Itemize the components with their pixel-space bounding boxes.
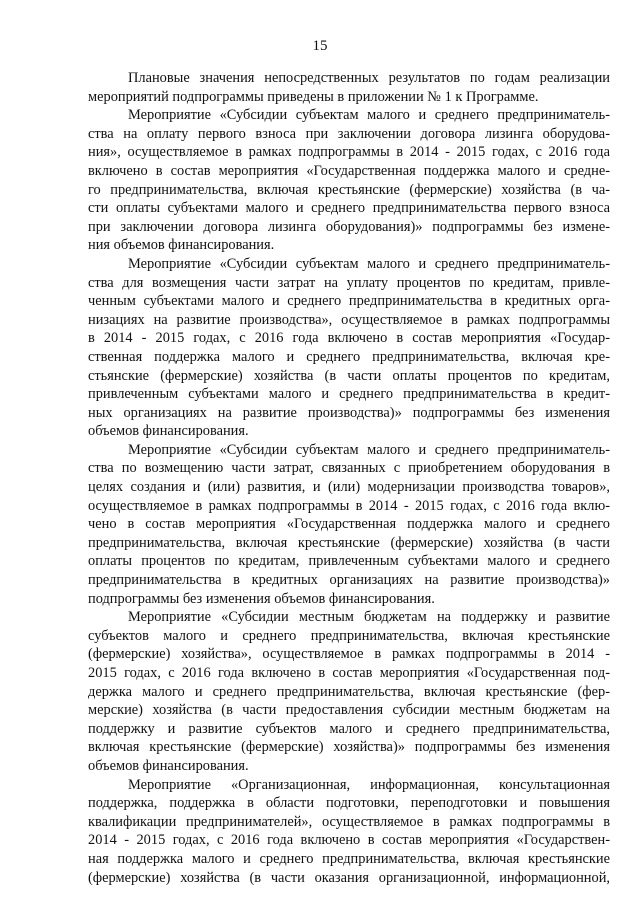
text-line: ных организациях на развитие производства)» подпрограммы без изменения <box>88 404 610 421</box>
text-line: поддержка, поддержка в области подготовки, переподготовки и повышения <box>88 795 610 812</box>
text-line: 2014 - 2015 годах, с 2016 года включено в состав мероприятия «Государствен- <box>88 832 610 849</box>
text-line: Мероприятие «Организационная, информационная, консультационная <box>128 776 610 793</box>
text-line: ства на оплату первого взноса при заключении договора лизинга оборудова- <box>88 125 610 142</box>
text-line: ства для возмещения части затрат на уплату процентов по кредитам, привле- <box>88 274 610 291</box>
paragraph <box>88 106 610 255</box>
text-line: Мероприятие «Субсидии субъектам малого и среднего предприниматель- <box>128 255 610 272</box>
text-line: включено в состав мероприятия «Государственная поддержка малого и средне- <box>88 162 610 179</box>
text-line: ная поддержка малого и среднего предпринимательства, включая крестьянские <box>88 850 610 867</box>
text-line: го предпринимательства, включая крестьянские (фермерские) хозяйства (в ча- <box>88 181 610 198</box>
text-line: целях создания и (или) развития, и (или) модернизации производства товаров», <box>88 479 610 496</box>
text-line: держка малого и среднего предпринимательства, включая крестьянские (фер- <box>88 683 610 700</box>
text-line: поддержку и развитие субъектов малого и среднего предпринимательства, <box>88 720 610 737</box>
text-line: Мероприятие «Субсидии местным бюджетам на поддержку и развитие <box>128 609 610 626</box>
paragraph <box>88 776 610 888</box>
text-line: (фермерские) хозяйства (в части оказания организационной, информационной, <box>88 869 610 886</box>
text-line: (фермерские) хозяйства», осуществляемое в рамках подпрограммы в 2014 - <box>88 646 610 663</box>
text-line: при заключении договора лизинга оборудования)» подпрограммы без измене- <box>88 218 610 235</box>
text-line: объемов финансирования. <box>88 423 249 440</box>
text-line: мероприятий подпрограммы приведены в приложении № 1 к Программе. <box>88 88 539 105</box>
text-line: мерские) хозяйства (в части предоставления субсидии местным бюджетам на <box>88 702 610 719</box>
text-line: Мероприятие «Субсидии субъектам малого и среднего предприниматель- <box>128 107 610 124</box>
paragraph <box>88 255 610 441</box>
text-line: объемов финансирования. <box>88 757 249 774</box>
text-line: осуществляемое в рамках подпрограммы в 2014 - 2015 годах, с 2016 года вклю- <box>88 497 610 514</box>
text-line: в 2014 - 2015 годах, с 2016 года включено в состав мероприятия «Государ- <box>88 330 610 347</box>
document-body <box>88 69 610 887</box>
text-line: 2015 годах, с 2016 года включено в состав мероприятия «Государственная под- <box>88 665 610 681</box>
text-line: ченным субъектами малого и среднего предпринимательства в кредитных орга- <box>88 293 610 310</box>
text-line: ства по возмещению части затрат, связанных с приобретением оборудования в <box>88 460 610 477</box>
paragraph <box>88 441 610 608</box>
text-line: ственная поддержка малого и среднего предпринимательства, включая кре- <box>88 348 610 365</box>
text-line: предпринимательства, включая крестьянские (фермерские) хозяйства (в части <box>88 534 610 551</box>
paragraph <box>88 608 610 775</box>
text-line: подпрограммы без изменения объемов финансирования. <box>88 590 435 607</box>
paragraph <box>88 69 610 106</box>
text-line: предпринимательства в кредитных организациях на развитие производства)» <box>88 572 610 589</box>
page-number: 15 <box>312 38 328 54</box>
text-line: сти оплаты субъектами малого и среднего предпринимательства первого взноса <box>88 200 610 217</box>
text-line: стьянские (фермерские) хозяйства (в части оплаты процентов по кредитам, <box>88 367 610 384</box>
text-line: Плановые значения непосредственных результатов по годам реализации <box>128 70 610 86</box>
text-line: ния объемов финансирования. <box>88 237 275 254</box>
text-line: привлеченным субъектами малого и среднего предпринимательства в кредит- <box>88 386 610 403</box>
text-line: низациях на развитие производства», осуществляемое в рамках подпрограммы <box>88 311 610 328</box>
text-line: оплаты процентов по кредитам, привлеченным субъектами малого и среднего <box>88 553 610 570</box>
text-line: включая крестьянские (фермерские) хозяйства)» подпрограммы без изменения <box>88 739 610 756</box>
text-line: чено в состав мероприятия «Государственная поддержка малого и среднего <box>88 516 610 533</box>
text-line: ния», осуществляемое в рамках подпрограммы в 2014 - 2015 годах, с 2016 года <box>88 144 610 161</box>
text-line: Мероприятие «Субсидии субъектам малого и среднего предприниматель- <box>128 441 610 458</box>
text-line: квалификации предпринимателей», осуществляемое в рамках подпрограммы в <box>88 813 610 830</box>
text-line: субъектов малого и среднего предпринимательства, включая крестьянские <box>88 627 610 644</box>
